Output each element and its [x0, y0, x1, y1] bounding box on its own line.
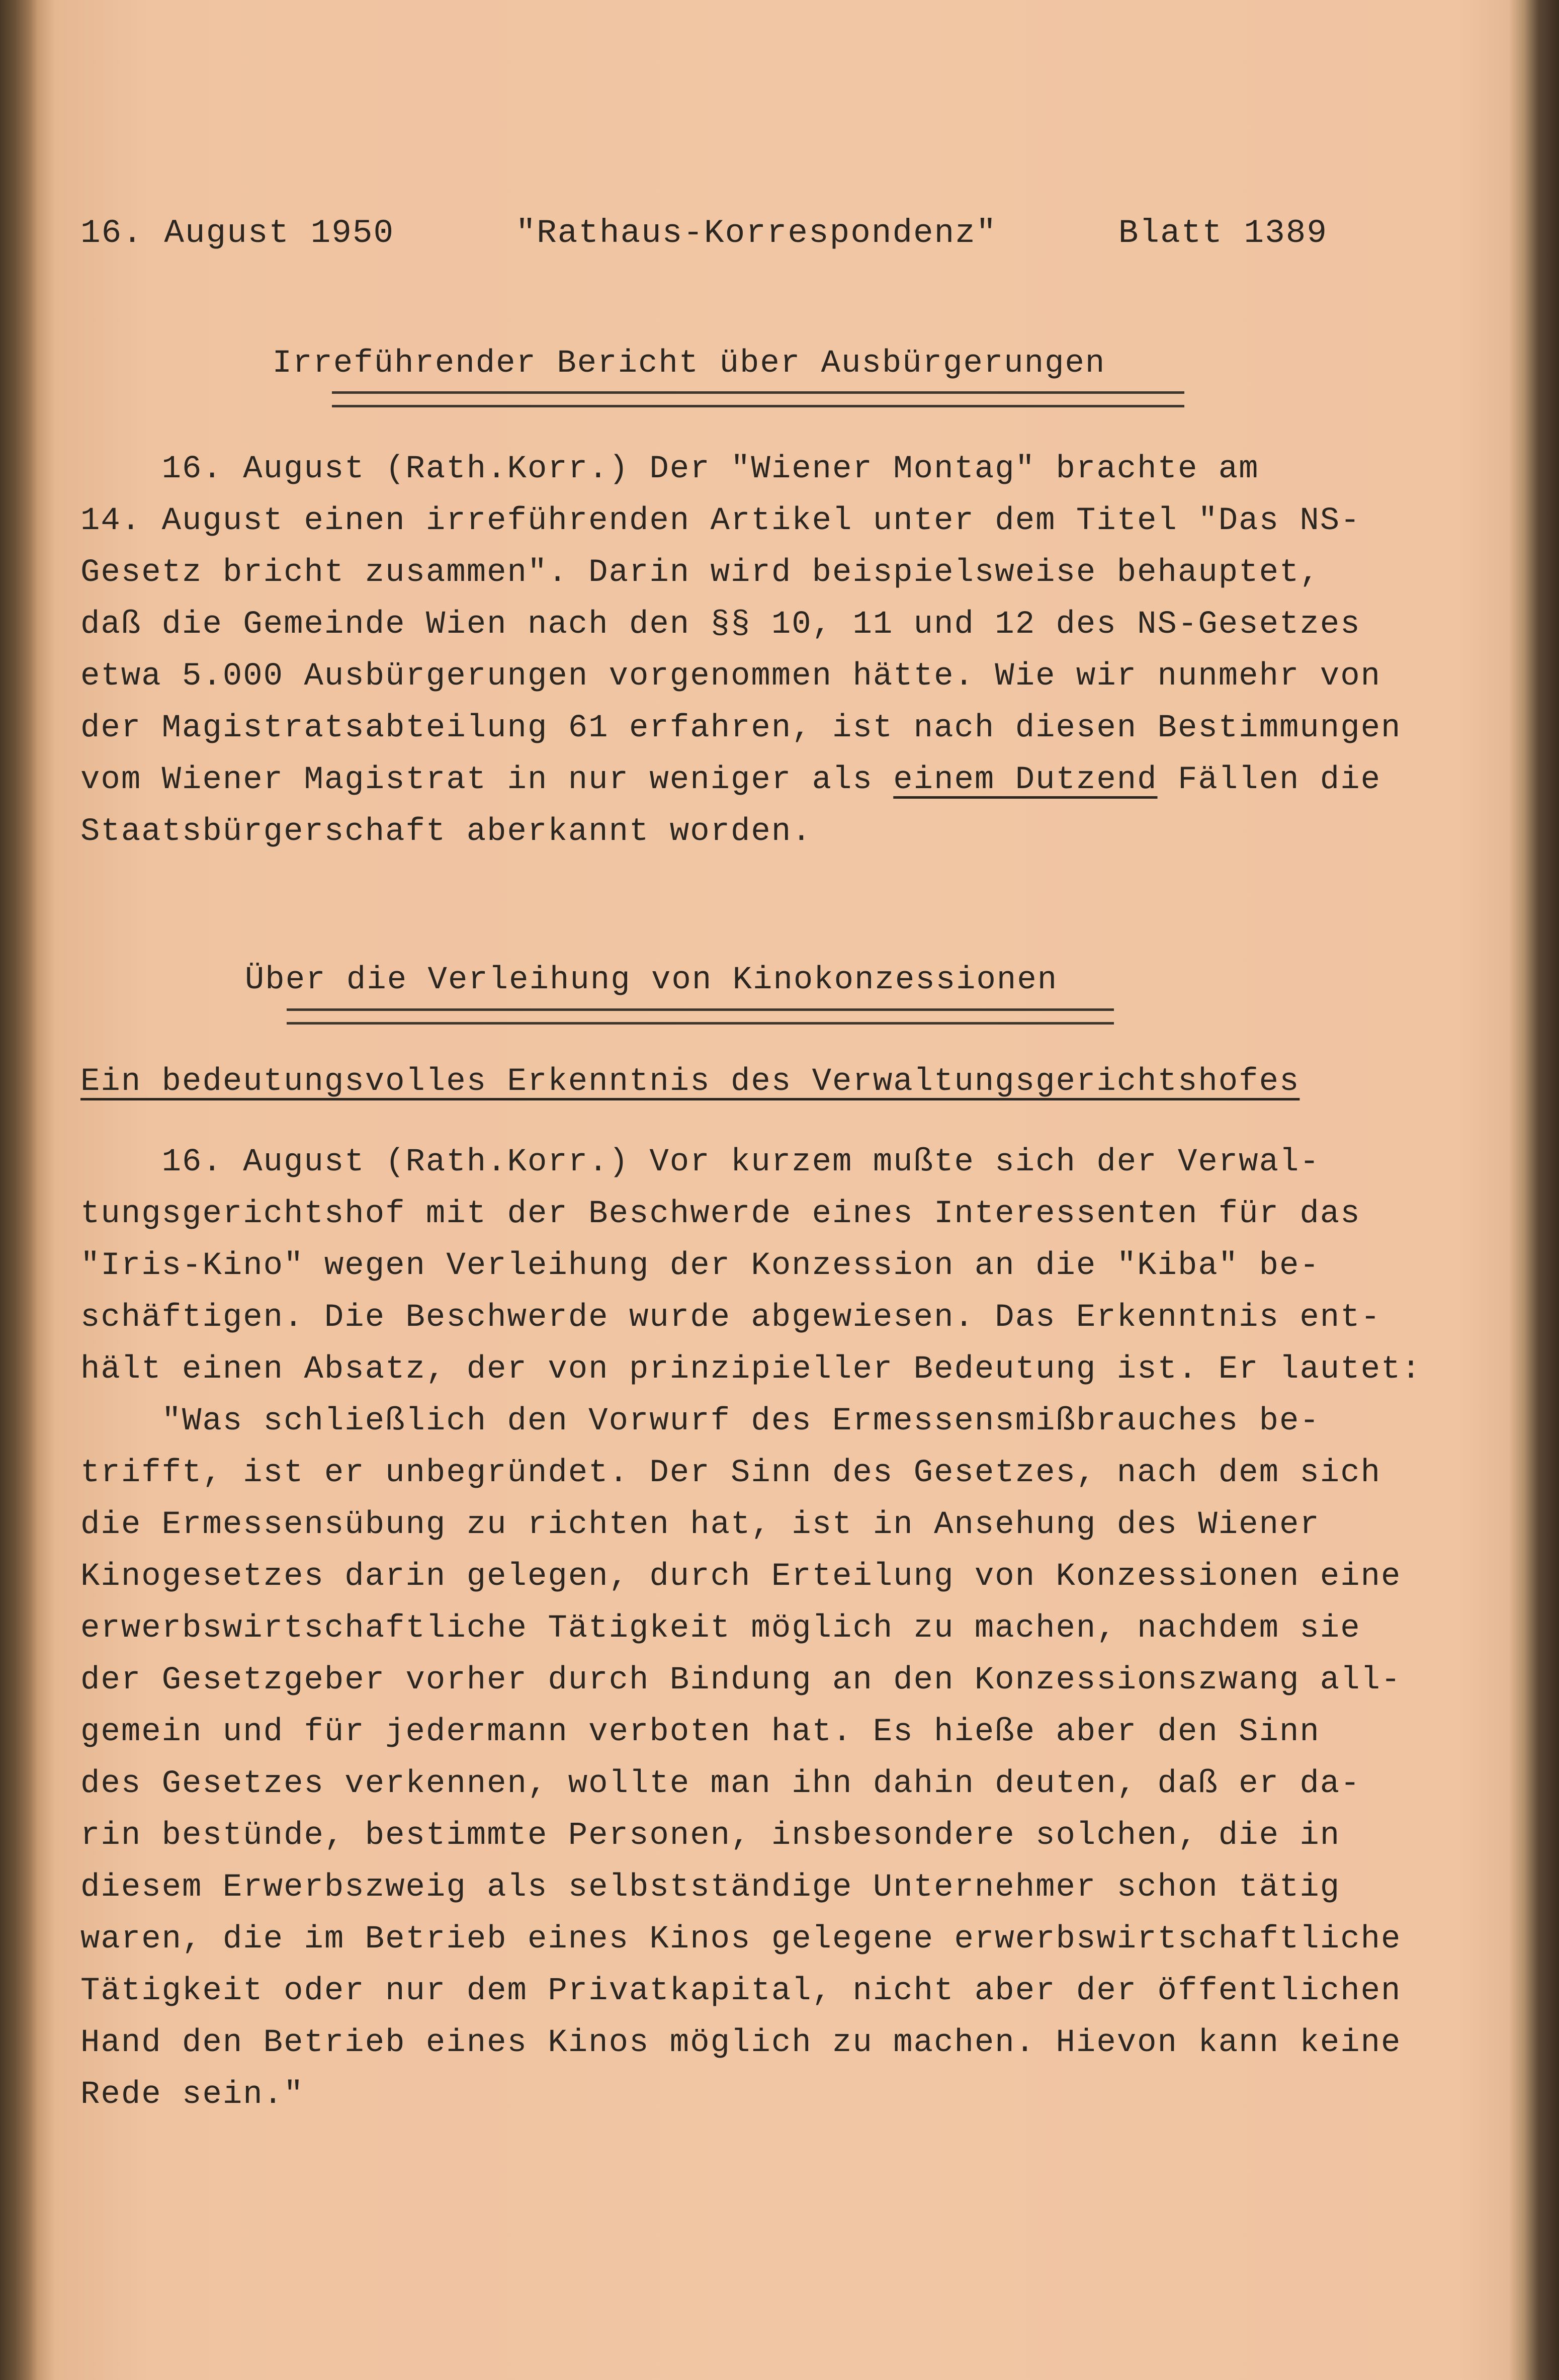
article2-line: 16. August (Rath.Korr.) Vor kurzem mußte sich der Verwal-	[80, 1144, 1320, 1180]
article1-line: Staatsbürgerschaft aberkannt worden.	[80, 814, 812, 850]
article2-line: Rede sein."	[80, 2077, 304, 2113]
header-date: 16. August 1950	[80, 214, 395, 252]
article2-line: "Iris-Kino" wegen Verleihung der Konzession an die "Kiba" be-	[80, 1248, 1320, 1284]
article1-line: etwa 5.000 Ausbürgerungen vorgenommen hätte. Wie wir nunmehr von	[80, 658, 1381, 695]
article2-line: Hand den Betrieb eines Kinos möglich zu machen. Hievon kann keine	[80, 2025, 1402, 2061]
article2-line: der Gesetzgeber vorher durch Bindung an den Konzessionszwang all-	[80, 1662, 1402, 1698]
article1-line: daß die Gemeinde Wien nach den §§ 10, 11 und 12 des NS-Gesetzes	[80, 607, 1361, 643]
article2-subtitle: Ein bedeutungsvolles Erkenntnis des Verwaltungsgerichtshofes	[80, 1064, 1300, 1100]
article2-title-double-rule	[287, 1008, 1114, 1025]
article2-line: tungsgerichtshof mit der Beschwerde eines Interessenten für das	[80, 1196, 1361, 1232]
article2-line: schäftigen. Die Beschwerde wurde abgewiesen. Das Erkenntnis ent-	[80, 1300, 1381, 1336]
article1-line: der Magistratsabteilung 61 erfahren, ist nach diesen Bestimmungen	[80, 710, 1402, 746]
article2-line: diesem Erwerbszweig als selbstständige Unternehmer schon tätig	[80, 1869, 1341, 1906]
article1-line: Gesetz bricht zusammen". Darin wird beispielsweise behauptet,	[80, 555, 1320, 591]
article2-line: Kinogesetzes darin gelegen, durch Erteilung von Konzessionen eine	[80, 1559, 1402, 1595]
page-header	[80, 207, 1328, 259]
header-publication: "Rathaus-Korrespondenz"	[515, 214, 997, 252]
article2-line: die Ermessensübung zu richten hat, ist in Ansehung des Wiener	[80, 1507, 1320, 1543]
article1-line: 14. August einen irreführenden Artikel unter dem Titel "Das NS-	[80, 503, 1361, 539]
article2-line: des Gesetzes verkennen, wollte man ihn dahin deuten, daß er da-	[80, 1766, 1361, 1802]
article2-line: rin bestünde, bestimmte Personen, insbesondere solchen, die in	[80, 1818, 1341, 1854]
article2-line: waren, die im Betrieb eines Kinos gelegene erwerbswirtschaftliche	[80, 1921, 1402, 1958]
article1-body	[80, 444, 1468, 858]
article1-line: 16. August (Rath.Korr.) Der "Wiener Montag" brachte am	[80, 451, 1259, 487]
article1-line	[80, 754, 1468, 806]
article2-line: "Was schließlich den Vorwurf des Ermessensmißbrauches be-	[80, 1403, 1320, 1439]
article1-title: Irreführender Bericht über Ausbürgerungen	[272, 346, 1106, 382]
article1-underlined-phrase: einem Dutzend	[893, 762, 1158, 798]
article1-title-double-rule	[332, 391, 1184, 407]
article1-line7-end: Fällen die	[1157, 762, 1381, 798]
article1-line7-start: vom Wiener Magistrat in nur weniger als	[80, 762, 894, 798]
article2-line: erwerbswirtschaftliche Tätigkeit möglich zu machen, nachdem sie	[80, 1610, 1361, 1647]
article2-line: trifft, ist er unbegründet. Der Sinn des Gesetzes, nach dem sich	[80, 1455, 1381, 1491]
header-sheet: Blatt 1389	[1118, 214, 1328, 252]
article2-body	[80, 1137, 1468, 2121]
article2-title: Über die Verleihung von Kinokonzessionen	[244, 962, 1058, 998]
document-page	[35, 30, 1524, 2364]
article2-line: hält einen Absatz, der von prinzipieller Bedeutung ist. Er lautet:	[80, 1351, 1422, 1388]
article2-line: gemein und für jedermann verboten hat. Es hieße aber den Sinn	[80, 1714, 1320, 1750]
article2-line: Tätigkeit oder nur dem Privatkapital, nicht aber der öffentlichen	[80, 1973, 1402, 2009]
